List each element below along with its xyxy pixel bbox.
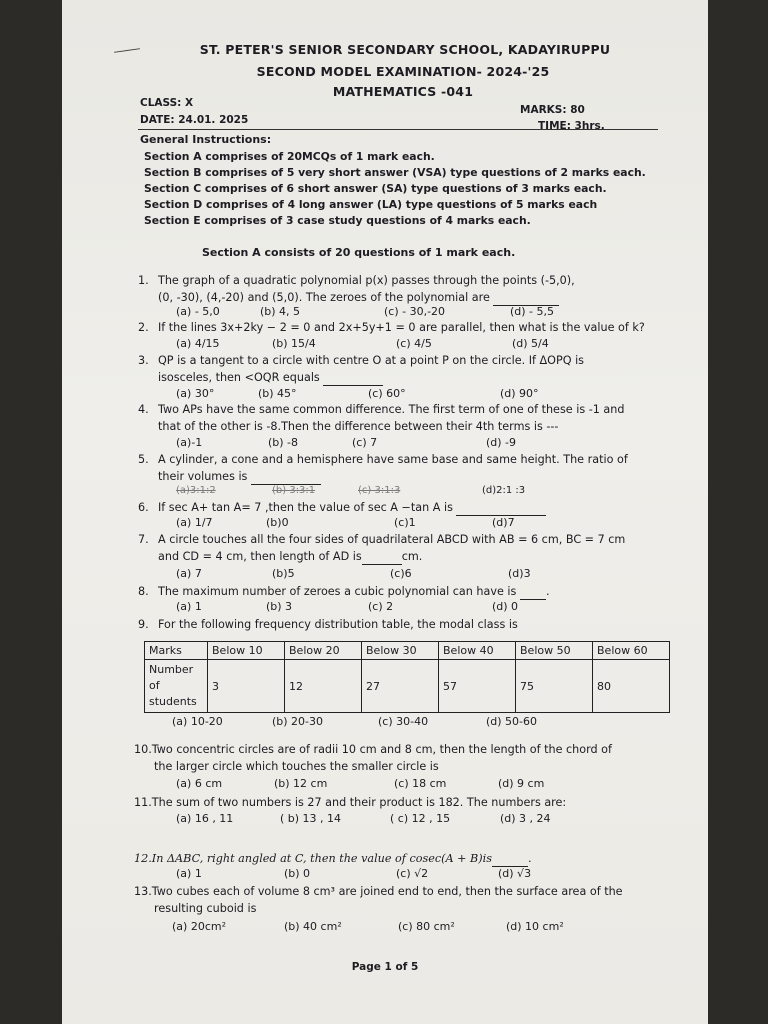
option: (a) 30° [176,387,215,400]
option: (d) √3 [498,867,532,880]
option: (a) 4/15 [176,337,220,350]
option: (d) 3 , 24 [500,812,551,825]
option: (c) 3:1:3 [358,485,401,496]
option: (c) 30-40 [378,715,429,728]
option: (b) 4, 5 [260,305,301,318]
option: (c) √2 [396,867,429,880]
question-4: 4. Two APs have the same common difference. The first term of one of these is -1 and [138,403,625,416]
marks-label: MARKS: 80 [520,104,585,116]
question-11: 11.The sum of two numbers is 27 and their product is 182. The numbers are: [134,796,567,809]
table-row [145,660,670,713]
date-label: DATE: 24.01. 2025 [140,114,249,126]
table-cell: 3 [208,660,285,713]
instruction-line: Section C comprises of 6 short answer (SA) type questions of 3 marks each. [144,182,607,195]
question-3-line2: isosceles, then <OQR equals [158,369,383,386]
question-1-line2: (0, -30), (4,-20) and (5,0). The zeroes of the polynomial are [158,289,559,306]
section-a-title: Section A consists of 20 questions of 1 mark each. [202,246,516,259]
option: ( c) 12 , 15 [390,812,451,825]
header-rule [138,129,658,130]
table-header-cell: Below 50 [516,642,593,660]
page-footer: Page 1 of 5 [351,961,419,973]
option: (d) 50-60 [486,715,538,728]
row-label: of [149,679,160,692]
instructions-title: General Instructions: [140,133,272,146]
option: (a)3:1:2 [176,485,216,496]
option: (b)5 [272,567,295,580]
option: (c) 18 cm [394,777,447,790]
table-header-cell: Below 40 [439,642,516,660]
option: (c)1 [394,516,416,529]
option: (d) -9 [486,436,517,449]
row-label-cell [145,660,208,713]
question-9: 9. For the following frequency distribution table, the modal class is [138,618,518,631]
table-header-cell: Below 30 [362,642,439,660]
option: (a) 1/7 [176,516,213,529]
table-header-cell: Marks [145,642,208,660]
question-5-line2: their volumes is [158,468,321,485]
question-8: 8. The maximum number of zeroes a cubic polynomial can have is . [138,585,550,598]
option: (a) 20cm² [172,920,226,933]
option: (b) 0 [284,867,311,880]
option: (d) 10 cm² [506,920,564,933]
option: (a) - 5,0 [176,305,220,318]
option: (a) 6 cm [176,777,223,790]
table-cell: 27 [362,660,439,713]
question-7-line2: and CD = 4 cm, then length of AD is cm. [158,550,423,563]
option: (a) 1 [176,600,202,613]
school-name: ST. PETER'S SENIOR SECONDARY SCHOOL, KADAYIRUPPU [199,42,611,57]
option: (b) 40 cm² [284,920,342,933]
option: (d) 5/4 [512,337,549,350]
question-5: 5. A cylinder, a cone and a hemisphere have same base and same height. The ratio of [138,453,628,466]
question-7: 7. A circle touches all the four sides of quadrilateral ABCD with AB = 6 cm, BC = 7 cm [138,533,626,546]
option: (a) 1 [176,867,202,880]
question-6: 6. If sec A+ tan A= 7 ,then the value of sec A −tan A is [138,499,546,516]
table-header-cell: Below 20 [285,642,362,660]
option: (b) 20-30 [272,715,324,728]
instruction-line: Section B comprises of 5 very short answer (VSA) type questions of 2 marks each. [144,166,646,179]
question-13: 13.Two cubes each of volume 8 cm³ are joined end to end, then the surface area of the [134,885,623,898]
subject-name: MATHEMATICS -041 [332,84,474,99]
option: (d)3 [508,567,531,580]
instruction-line: Section E comprises of 3 case study questions of 4 marks each. [144,214,531,227]
option: (b)0 [266,516,289,529]
option: (b) 45° [258,387,297,400]
question-4-line2: that of the other is -8.Then the difference between their 4th terms is --- [158,420,559,433]
option: (c)6 [390,567,412,580]
option: (a) 10-20 [172,715,223,728]
option: (b) 3 [266,600,293,613]
class-label: CLASS: X [140,97,194,109]
option: (c) 4/5 [396,337,432,350]
instruction-line: Section D comprises of 4 long answer (LA) type questions of 5 marks each [144,198,598,211]
question-2: 2. If the lines 3x+2ky − 2 = 0 and 2x+5y+1 = 0 are parallel, then what is the value of k? [138,321,645,334]
table-cell: 80 [593,660,670,713]
question-3: 3. QP is a tangent to a circle with centre O at a point P on the circle. If ΔOPQ is [138,354,585,367]
option: (c) 60° [368,387,406,400]
exam-paper [62,0,708,1024]
table-header-cell: Below 10 [208,642,285,660]
table-header-cell: Below 60 [593,642,670,660]
option: (c) 2 [368,600,394,613]
instruction-line: Section A comprises of 20MCQs of 1 mark each. [144,150,435,163]
option: (b) 12 cm [274,777,328,790]
option: (d) 9 cm [498,777,545,790]
option: (b) -8 [268,436,299,449]
question-12: 12.In ΔABC, right angled at C, then the value of cosec(A + B)is . [134,852,532,865]
table-cell: 75 [516,660,593,713]
table-cell: 57 [439,660,516,713]
option: (d)7 [492,516,515,529]
option: (c) - 30,-20 [384,305,446,318]
question-1: 1. The graph of a quadratic polynomial p(x) passes through the points (-5,0), [138,274,575,287]
question-10: 10.Two concentric circles are of radii 10 cm and 8 cm, then the length of the chord of [134,743,612,756]
option: (d) 0 [492,600,519,613]
option: (d) 90° [500,387,539,400]
option: (a) 7 [176,567,202,580]
row-label: students [149,695,197,708]
option: (a)-1 [176,436,203,449]
table-row [145,642,670,660]
option: (c) 7 [352,436,378,449]
option: (d)2:1 :3 [482,485,526,496]
exam-name: SECOND MODEL EXAMINATION- 2024-'25 [256,64,550,79]
table-cell: 12 [285,660,362,713]
option: (d) - 5,5 [510,305,555,318]
option: ( b) 13 , 14 [280,812,342,825]
question-13-line2: resulting cuboid is [154,902,257,915]
time-label: TIME: 3hrs. [538,120,605,132]
frequency-table [144,641,670,713]
option: (a) 16 , 11 [176,812,234,825]
row-label: Number [149,663,194,676]
question-10-line2: the larger circle which touches the smaller circle is [154,760,439,773]
option: (b) 15/4 [272,337,316,350]
option: (b) 3:3:1 [272,485,316,496]
option: (c) 80 cm² [398,920,455,933]
